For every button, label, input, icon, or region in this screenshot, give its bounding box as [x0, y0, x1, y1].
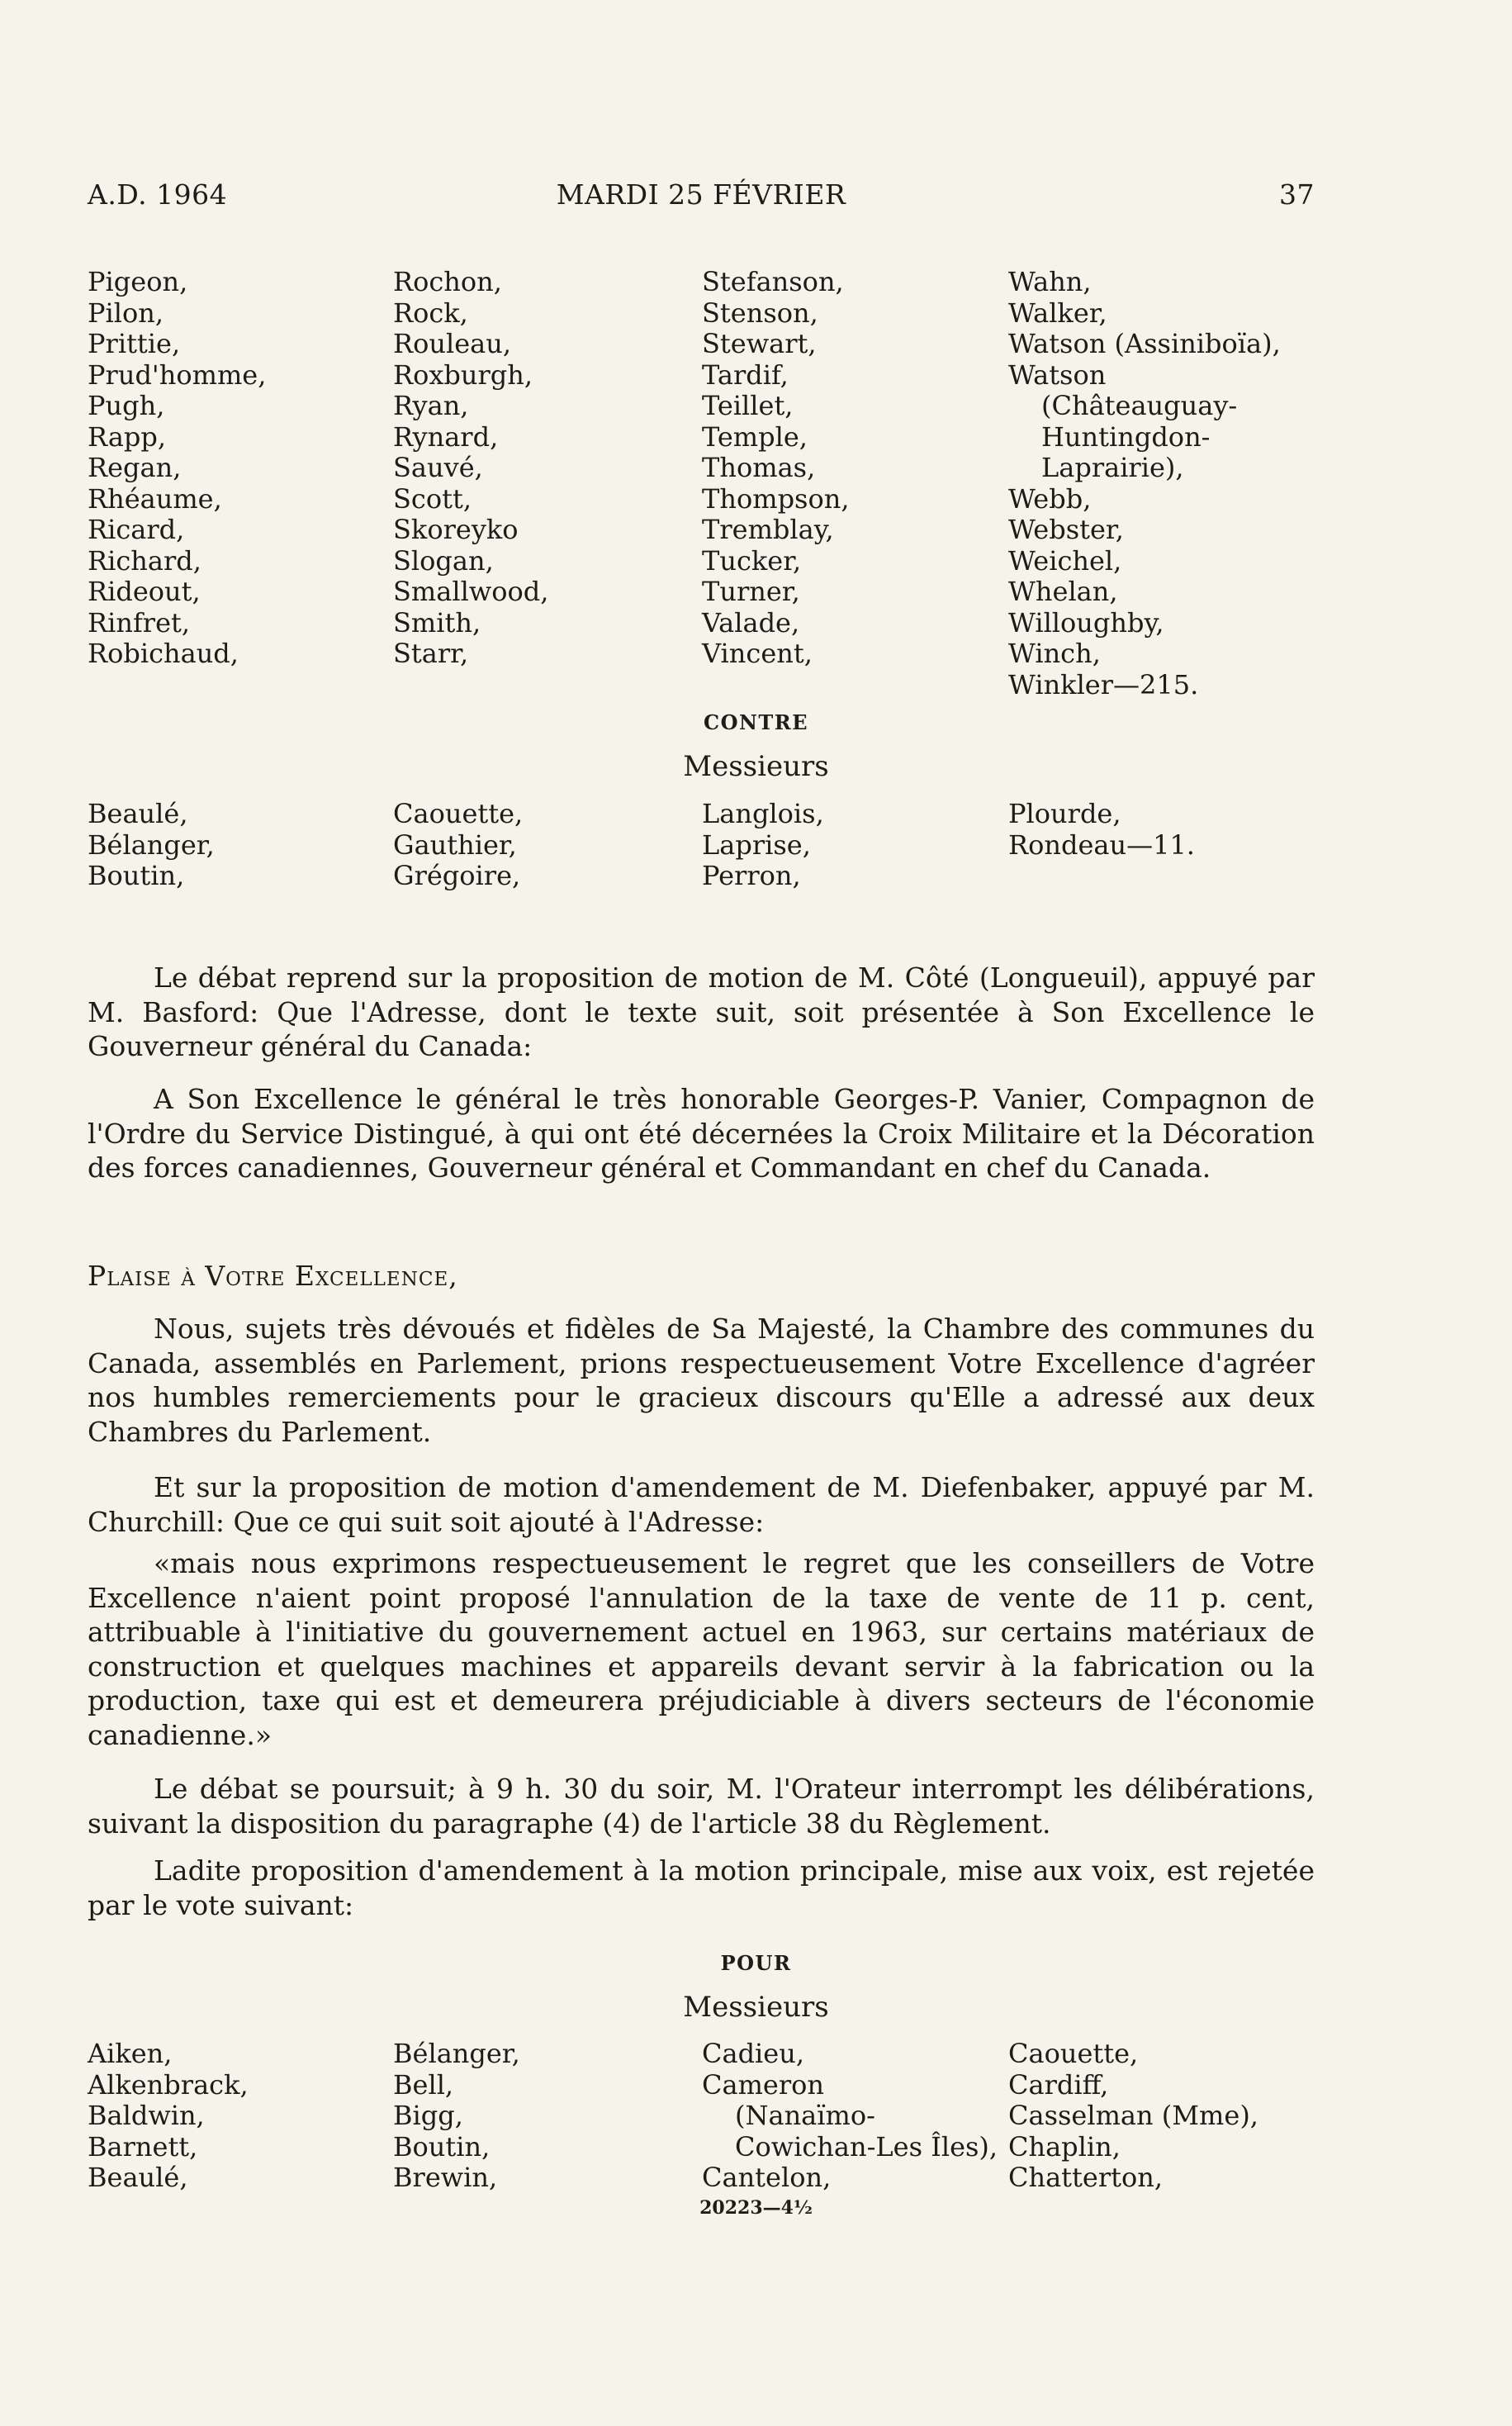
pour-messieurs: Messieurs	[683, 1991, 829, 2024]
name-entry: Cameron	[702, 2068, 825, 2101]
header-date: MARDI 25 FÉVRIER	[556, 178, 846, 211]
name-entry: Laprairie),	[1041, 452, 1184, 483]
name-entry: Starr,	[393, 638, 469, 669]
name-entry: Boutin,	[393, 2130, 491, 2163]
name-entry: Willoughby,	[1008, 606, 1164, 639]
name-entry: Cowichan-Les Îles),	[735, 2130, 998, 2163]
name-entry: Prud'homme,	[88, 358, 267, 391]
name-entry: Webster,	[1008, 514, 1124, 545]
name-entry: Beaulé,	[88, 798, 188, 829]
name-entry: Rinfret,	[88, 606, 191, 639]
name-entry: Smallwood,	[393, 576, 549, 607]
name-column-2	[393, 2039, 520, 2194]
name-entry: Perron,	[702, 860, 801, 891]
name-entry: Caouette,	[393, 798, 524, 829]
name-entry: Baldwin,	[88, 2100, 205, 2131]
name-entry: Teillet,	[702, 390, 794, 421]
name-entry: Cadieu,	[702, 2038, 804, 2069]
name-entry: Rynard,	[393, 420, 499, 453]
name-column-2	[393, 799, 523, 892]
name-entry: Skoreyko	[393, 514, 519, 545]
name-entry: Casselman (Mme),	[1008, 2100, 1258, 2131]
paragraph-text: Le débat se poursuit; à 9 h. 30 du soir, M. l'Orateur interrompt les délibérations, suivant la disposition du paragraphe (4) de l'article 38 du Règlement.	[88, 1773, 1315, 1840]
pour-heading: POUR	[720, 1951, 792, 1975]
name-entry: Turner,	[702, 576, 800, 607]
name-column-4	[1008, 2039, 1258, 2194]
name-entry: Barnett,	[88, 2130, 198, 2163]
paragraph-debat	[88, 961, 1315, 1064]
name-entry: Valade,	[702, 606, 800, 639]
paragraph-text: Le débat reprend sur la proposition de motion de M. Côté (Longueuil), appuyé par M. Basford: Que l'Adresse, dont le texte suit, soit présentée à Son Excellence le Gouverneur général du Canada:	[88, 961, 1315, 1062]
paragraph-text: A Son Excellence le général le très honorable Georges-P. Vanier, Compagnon de l'Ordre du Service Distingué, à qui ont été décernées la Croix Militaire et la Décoration des forces canadiennes, Gouverneur général et Commandant en chef du Canada.	[88, 1083, 1315, 1184]
name-entry: Cantelon,	[702, 2162, 832, 2193]
name-entry: Thomas,	[702, 452, 816, 483]
name-entry: Scott,	[393, 482, 472, 515]
name-entry: Rapp,	[88, 420, 167, 453]
name-entry: Rock,	[393, 297, 468, 329]
name-entry: Roxburgh,	[393, 358, 533, 391]
paragraph-text: Ladite proposition d'amendement à la motion principale, mise aux voix, est rejetée par le vote suivant:	[88, 1854, 1315, 1921]
name-entry: Bélanger,	[393, 2038, 520, 2069]
name-entry: Plourde,	[1008, 798, 1121, 829]
name-entry: Rouleau,	[393, 328, 511, 359]
name-entry: Rhéaume,	[88, 482, 222, 515]
name-entry: Slogan,	[393, 544, 494, 577]
header-year: A.D. 1964	[88, 178, 228, 211]
name-entry: Temple,	[702, 420, 808, 453]
name-entry: Boutin,	[88, 860, 185, 891]
name-entry: Webb,	[1008, 482, 1092, 515]
name-entry: Smith,	[393, 606, 481, 639]
name-entry: Laprise,	[702, 828, 811, 861]
name-entry: Alkenbrack,	[88, 2068, 249, 2101]
name-column-4	[1008, 799, 1195, 861]
name-entry: Wahn,	[1008, 266, 1092, 297]
name-entry: Grégoire,	[393, 860, 521, 891]
name-entry: Ricard,	[88, 514, 185, 545]
name-entry: Huntingdon-	[1041, 420, 1211, 453]
name-column-1	[88, 799, 215, 892]
name-entry: Pugh,	[88, 390, 165, 421]
name-entry: Rondeau—11.	[1008, 828, 1195, 861]
name-column-1	[88, 2039, 249, 2194]
name-entry: Rideout,	[88, 576, 201, 607]
name-column-3	[702, 2039, 998, 2194]
name-entry: Vincent,	[702, 638, 813, 669]
name-entry: Pilon,	[88, 297, 164, 329]
name-entry: Regan,	[88, 452, 182, 483]
name-entry: Winkler—215.	[1008, 668, 1199, 700]
name-entry: Sauvé,	[393, 452, 483, 483]
paragraph-text: «mais nous exprimons respectueusement le regret que les conseillers de Votre Excellence n'aient point proposé l'annulation de la taxe de vente de 11 p. cent, attribuable à l'initiative du gouvernement actuel en 1963, sur certains matériaux de construction et quelques machines et appareils devant servir à la fabrication ou la production, taxe qui est et demeurera préjudiciable à divers secteurs de l'économie canadienne.»	[88, 1547, 1315, 1751]
name-entry: (Nanaïmo-	[735, 2100, 875, 2131]
name-entry: Aiken,	[88, 2038, 173, 2069]
name-entry: Rochon,	[393, 266, 502, 297]
name-entry: Robichaud,	[88, 638, 239, 669]
name-entry: Tremblay,	[702, 514, 834, 545]
name-entry: Gauthier,	[393, 828, 517, 861]
name-entry: Tardif,	[702, 358, 789, 391]
page-header	[88, 178, 1315, 218]
name-column-2	[393, 267, 548, 670]
name-entry: Cardiff,	[1008, 2068, 1109, 2101]
paragraph-poursuit	[88, 1772, 1315, 1840]
paragraph-ladite	[88, 1854, 1315, 1922]
name-entry: Prittie,	[88, 328, 181, 359]
name-entry: Stenson,	[702, 297, 818, 329]
name-entry: Bigg,	[393, 2100, 463, 2131]
name-entry: Winch,	[1008, 638, 1101, 669]
name-entry: Bélanger,	[88, 828, 215, 861]
name-entry: Beaulé,	[88, 2162, 188, 2193]
name-entry: Thompson,	[702, 482, 850, 515]
name-entry: (Châteauguay-	[1041, 390, 1238, 421]
contre-messieurs: Messieurs	[683, 750, 829, 783]
name-entry: Bell,	[393, 2068, 454, 2101]
name-column-3	[702, 799, 824, 892]
name-entry: Pigeon,	[88, 266, 188, 297]
name-column-1	[88, 267, 266, 670]
name-entry: Whelan,	[1008, 576, 1118, 607]
name-entry: Brewin,	[393, 2162, 498, 2193]
plaise-heading: Plaise à Votre Excellence,	[88, 1260, 458, 1292]
footer-signature: 20223—4½	[699, 2197, 813, 2219]
paragraph-sujets	[88, 1312, 1315, 1449]
paragraph-text: Et sur la proposition de motion d'amendement de M. Diefenbaker, appuyé par M. Churchill: Que ce qui suit soit ajouté à l'Adresse:	[88, 1471, 1315, 1538]
name-entry: Chatterton,	[1008, 2162, 1164, 2193]
name-entry: Ryan,	[393, 390, 469, 421]
contre-heading: CONTRE	[703, 710, 809, 734]
name-entry: Chaplin,	[1008, 2130, 1121, 2163]
name-entry: Langlois,	[702, 798, 824, 829]
name-column-3	[702, 267, 850, 670]
paragraph-amendement	[88, 1470, 1315, 1539]
name-entry: Watson (Assiniboïa),	[1008, 328, 1281, 359]
name-entry: Tucker,	[702, 544, 802, 577]
paragraph-quote	[88, 1546, 1315, 1752]
name-entry: Weichel,	[1008, 544, 1122, 577]
paragraph-address	[88, 1082, 1315, 1185]
name-entry: Stefanson,	[702, 266, 844, 297]
name-entry: Watson	[1008, 358, 1107, 391]
name-entry: Caouette,	[1008, 2038, 1139, 2069]
paragraph-text: Nous, sujets très dévoués et fidèles de Sa Majesté, la Chambre des communes du Canada, assemblés en Parlement, prions respectueusement Votre Excellence d'agréer nos humbles remerciements pour le gracieux discours qu'Elle a adressé aux deux Chambres du Parlement.	[88, 1313, 1315, 1448]
name-column-4	[1008, 267, 1281, 700]
name-entry: Walker,	[1008, 297, 1107, 329]
name-entry: Stewart,	[702, 328, 817, 359]
page-number: 37	[1279, 178, 1315, 211]
name-entry: Richard,	[88, 544, 201, 577]
